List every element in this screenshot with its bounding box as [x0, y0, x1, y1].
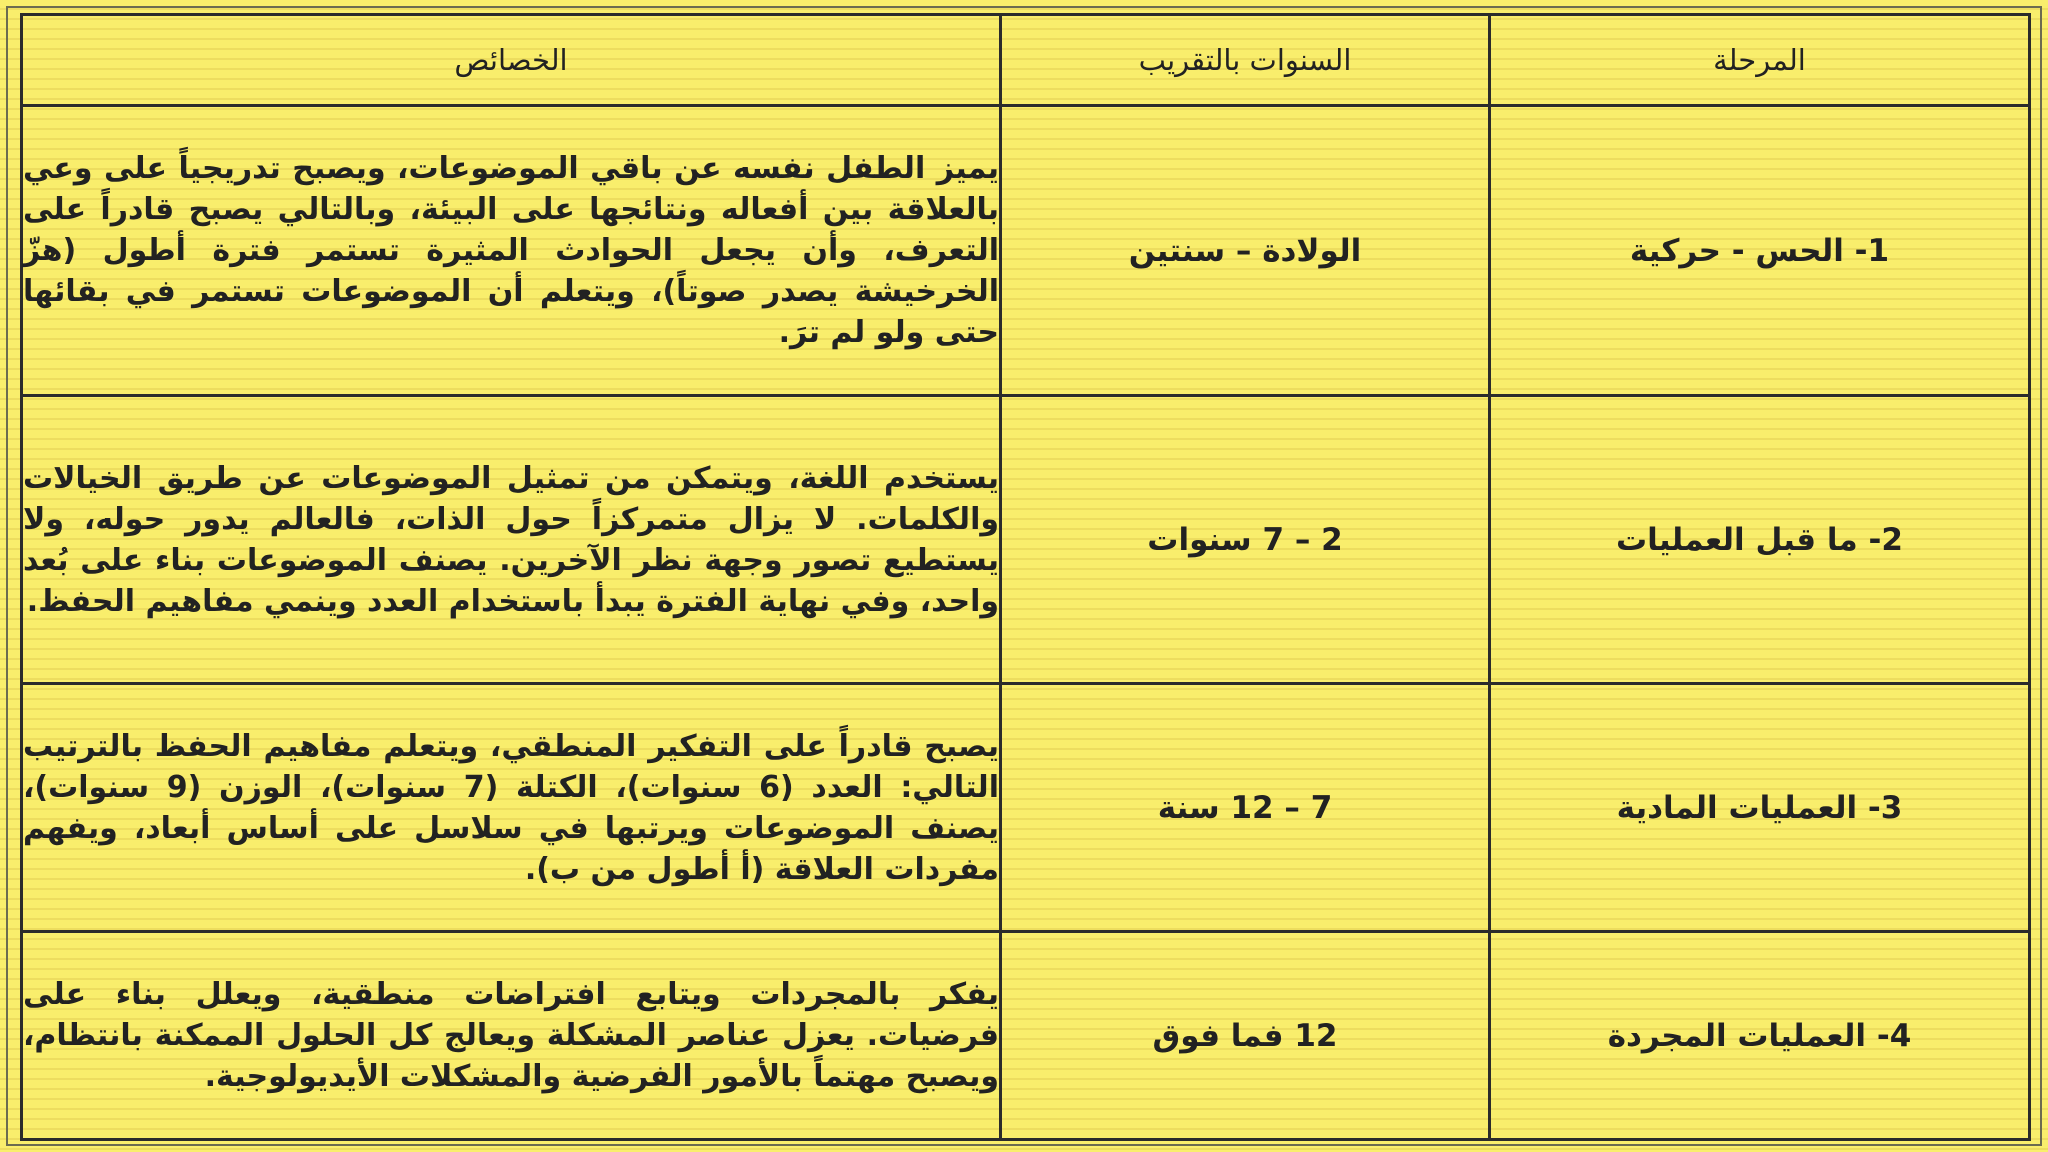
piaget-stages-table — [20, 13, 2031, 1141]
stage-cell: 4- العمليات المجردة — [1490, 932, 2030, 1140]
traits-cell: يميز الطفل نفسه عن باقي الموضوعات، ويصبح تدريجياً على وعي بالعلاقة بين أفعاله ونتائجها على البيئة، وبالتالي يصبح قادراً على التعرف، وأن يجعل الحوادث المثيرة تستمر فترة أطول (هزّ الخرخيشة يصدر صوتاً)، ويتعلم أن الموضوعات تستمر في بقائها حتى ولو لم ترَ. — [22, 106, 1001, 396]
header-years: السنوات بالتقريب — [1001, 15, 1490, 106]
stage-cell: 2- ما قبل العمليات — [1490, 396, 2030, 684]
traits-cell: يصبح قادراً على التفكير المنطقي، ويتعلم مفاهيم الحفظ بالترتيب التالي: العدد (6 سنوات)، الكتلة (7 سنوات)، الوزن (9 سنوات)، يصنف الموضوعات ويرتبها في سلاسل على أساس أبعاد، ويفهم مفردات العلاقة (أ أطول من ب). — [22, 684, 1001, 932]
header-stage: المرحلة — [1490, 15, 2030, 106]
traits-cell: يستخدم اللغة، ويتمكن من تمثيل الموضوعات عن طريق الخيالات والكلمات. لا يزال متمركزاً حول الذات، فالعالم يدور حوله، ولا يستطيع تصور وجهة نظر الآخرين. يصنف الموضوعات بناء على بُعد واحد، وفي نهاية الفترة يبدأ باستخدام العدد وينمي مفاهيم الحفظ. — [22, 396, 1001, 684]
table-row — [22, 932, 2030, 1140]
stage-cell: 1- الحس - حركية — [1490, 106, 2030, 396]
years-cell: 7 – 12 سنة — [1001, 684, 1490, 932]
traits-cell: يفكر بالمجردات ويتابع افتراضات منطقية، ويعلل بناء على فرضيات. يعزل عناصر المشكلة ويعالج كل الحلول الممكنة بانتظام، ويصبح مهتماً بالأمور الفرضية والمشكلات الأيديولوجية. — [22, 932, 1001, 1140]
years-cell: 12 فما فوق — [1001, 932, 1490, 1140]
table-row — [22, 684, 2030, 932]
table-row — [22, 396, 2030, 684]
table-row — [22, 106, 2030, 396]
years-cell: 2 – 7 سنوات — [1001, 396, 1490, 684]
years-cell: الولادة – سنتين — [1001, 106, 1490, 396]
stage-cell: 3- العمليات المادية — [1490, 684, 2030, 932]
header-row — [22, 15, 2030, 106]
header-traits: الخصائص — [22, 15, 1001, 106]
